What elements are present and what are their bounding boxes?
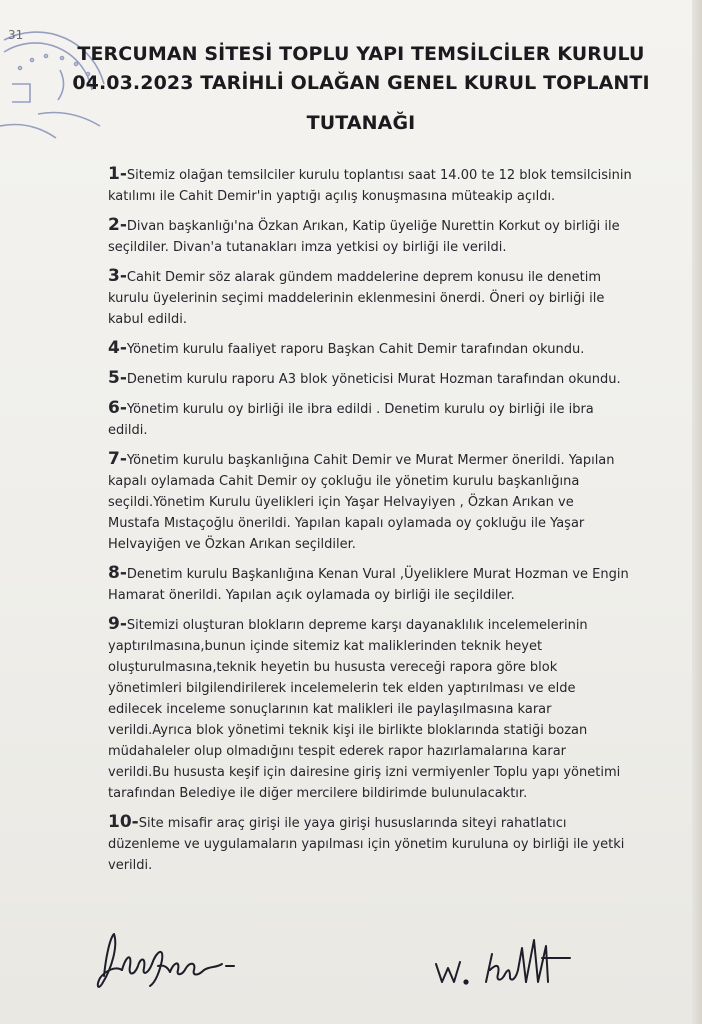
- item-text-line: [108, 398, 648, 420]
- item-text-line: [108, 164, 648, 186]
- item-text-line: edildi.: [108, 423, 148, 438]
- item-text: Denetim kurulu Başkanlığına Kenan Vural ,Üyeliklere Murat Hozman ve Engin: [126, 567, 629, 582]
- item-text: Cahit Demir söz alarak gündem maddelerine deprem konusu ile denetim: [126, 270, 602, 285]
- page-number: 31: [8, 28, 24, 42]
- minutes-item-4: [108, 338, 648, 360]
- item-number: 7-: [108, 449, 127, 469]
- item-text-line: kurulu üyelerinin seçimi maddelerinin eklenmesini önerdi. Öneri oy birliği ile: [108, 291, 605, 306]
- item-text-line: kapalı oylamada Cahit Demir oy çokluğu ile yönetim kurulu başkanlığına: [108, 474, 580, 489]
- minutes-item-9: [108, 614, 648, 804]
- item-number: 10-: [108, 812, 139, 832]
- item-text-line: tarafından Belediye ile diğer mercilere bildirimde bulunulacaktır.: [108, 786, 528, 801]
- minutes-item-3: [108, 266, 648, 330]
- item-number: 5-: [108, 368, 127, 388]
- item-text-line: [108, 812, 648, 834]
- item-text-line: müdahaleler olup olmadığını tespit ederek rapor hazırlamalarına karar: [108, 744, 567, 759]
- item-number: 2-: [108, 215, 127, 235]
- signature-left-icon: [92, 926, 242, 998]
- item-text: Sitemiz olağan temsilciler kurulu toplantısı saat 14.00 te 12 blok temsilcisinin: [126, 168, 632, 183]
- item-number: 6-: [108, 398, 127, 418]
- item-text-line: [108, 449, 648, 471]
- item-text: Yönetim kurulu faaliyet raporu Başkan Cahit Demir tarafından okundu.: [126, 342, 585, 357]
- item-text-line: Mustafa Mıstaçoğlu önerildi. Yapılan kapalı oylamada oy çokluğu ile Yaşar: [108, 516, 585, 531]
- item-text-line: verildi.Ayrıca blok yönetimi teknik kişi ile birlikte bloklarında statiği bozan: [108, 723, 588, 738]
- item-text-line: [108, 338, 648, 360]
- item-text-line: katılımı ile Cahit Demir'in yaptığı açılış konuşmasına müteakip açıldı.: [108, 189, 556, 204]
- minutes-item-6: [108, 398, 648, 441]
- minutes-item-1: [108, 164, 648, 207]
- minutes-items: [108, 164, 648, 884]
- item-number: 4-: [108, 338, 127, 358]
- item-text-line: seçildi.Yönetim Kurulu üyelikleri için Yaşar Helvayiyen , Özkan Arıkan ve: [108, 495, 574, 510]
- item-text: Site misafir araç girişi ile yaya girişi hususlarında siteyi rahatlatıcı: [138, 816, 567, 831]
- item-text-line: yaptırılmasına,bunun içinde sitemiz kat maliklerinden teknik heyet: [108, 639, 543, 654]
- item-text: Divan başkanlığı'na Özkan Arıkan, Katip üyeliğe Nurettin Korkut oy birliği ile: [126, 219, 620, 234]
- item-text-line: verildi.: [108, 858, 153, 873]
- item-number: 3-: [108, 266, 127, 286]
- item-text-line: [108, 368, 648, 390]
- item-text-line: verildi.Bu hususta keşif için dairesine giriş izni vermiyenler Toplu yapı yönetimi: [108, 765, 621, 780]
- item-text-line: [108, 215, 648, 237]
- item-text: Denetim kurulu raporu A3 blok yöneticisi Murat Hozman tarafından okundu.: [126, 372, 621, 387]
- minutes-item-7: [108, 449, 648, 555]
- item-text-line: oluşturulmasına,teknik heyetin bu hususta vereceği rapora göre blok: [108, 660, 558, 675]
- title-line-1: TERCUMAN SİTESİ TOPLU YAPI TEMSİLCİLER KURULU: [77, 43, 645, 65]
- item-text: Yönetim kurulu oy birliği ile ibra edildi . Denetim kurulu oy birliği ile ibra: [126, 402, 594, 417]
- item-text: Yönetim kurulu başkanlığına Cahit Demir ve Murat Mermer önerildi. Yapılan: [126, 453, 615, 468]
- title-line-3: TUTANAĞI: [306, 112, 416, 134]
- signature-right-icon: [430, 918, 580, 990]
- item-text-line: düzenleme ve uygulamaların yapılması için yönetim kuruluna oy birliği ile yetki: [108, 837, 625, 852]
- item-number: 9-: [108, 614, 127, 634]
- item-number: 8-: [108, 563, 127, 583]
- minutes-item-2: [108, 215, 648, 258]
- title-line-2: 04.03.2023 TARİHLİ OLAĞAN GENEL KURUL TOPLANTI: [72, 72, 650, 94]
- minutes-item-10: [108, 812, 648, 876]
- item-text: Sitemizi oluşturan blokların depreme karşı dayanaklılık incelemelerinin: [126, 618, 588, 633]
- minutes-item-8: [108, 563, 648, 606]
- page-edge: [692, 0, 702, 1024]
- item-text-line: [108, 266, 648, 288]
- minutes-item-5: [108, 368, 648, 390]
- item-text-line: seçildiler. Divan'a tutanakları imza yetkisi oy birliği ile verildi.: [108, 240, 507, 255]
- item-text-line: Hamarat önerildi. Yapılan açık oylamada oy birliği ile seçildiler.: [108, 588, 515, 603]
- item-number: 1-: [108, 164, 127, 184]
- item-text-line: [108, 563, 648, 585]
- item-text-line: kabul edildi.: [108, 312, 187, 327]
- item-text-line: Helvayiğen ve Özkan Arıkan seçildiler.: [108, 537, 356, 552]
- item-text-line: edilecek inceleme sonuçlarının kat malikleri ile paylaşılmasına karar: [108, 702, 552, 717]
- document-title: [40, 40, 682, 138]
- item-text-line: yönetimleri bilgilendirilerek incelemelerin tek elden yaptırılması ve elde: [108, 681, 576, 696]
- item-text-line: [108, 614, 648, 636]
